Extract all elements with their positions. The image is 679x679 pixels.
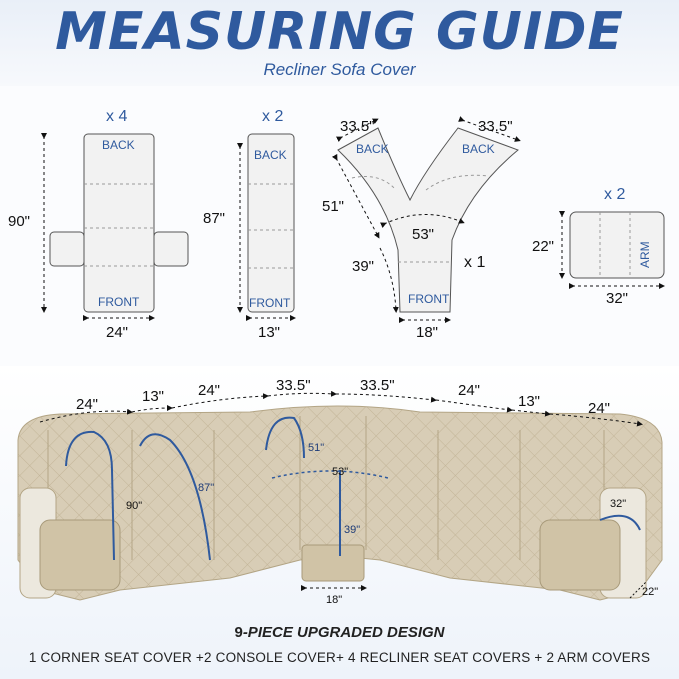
- corner-right-back-label: BACK: [462, 142, 495, 156]
- console-front-label: FRONT: [249, 296, 291, 310]
- corner-right-width-label: 33.5": [478, 118, 513, 135]
- corner-lower-side-label: 39": [352, 258, 375, 275]
- footer-list: 1 CORNER SEAT COVER +2 CONSOLE COVER+ 4 RECLINER SEAT COVERS + 2 ARM COVERS: [28, 650, 651, 665]
- console-qty: x 2: [262, 108, 284, 125]
- footer-title-text: -PIECE UPGRADED DESIGN: [242, 624, 445, 641]
- corner-width-label: 18": [416, 324, 439, 341]
- arm-label: ARM: [638, 241, 652, 268]
- sofa-width-2: 13": [142, 388, 165, 405]
- console-width-label: 13": [258, 324, 281, 341]
- sofa-label-22: 22": [642, 586, 659, 598]
- corner-left-back-label: BACK: [356, 142, 389, 156]
- sofa-label-18: 18": [326, 594, 343, 606]
- recliner-front-label: FRONT: [98, 295, 140, 309]
- recliner-back-label: BACK: [102, 138, 135, 152]
- sofa-label-32: 32": [610, 498, 627, 510]
- recliner-cover-diagram: [44, 134, 188, 318]
- sofa-width-3: 24": [198, 382, 221, 399]
- sofa-width-7: 13": [518, 393, 541, 410]
- console-back-label: BACK: [254, 148, 287, 162]
- corner-front-label: FRONT: [408, 292, 450, 306]
- sofa-illustration: [18, 393, 662, 600]
- recliner-width-label: 24": [106, 324, 129, 341]
- sofa-width-1: 24": [76, 396, 99, 413]
- sofa-label-87: 87": [198, 482, 215, 494]
- corner-left-width-label: 33.5": [340, 118, 375, 135]
- arm-height-label: 22": [532, 238, 555, 255]
- sofa-label-53: 53": [332, 466, 349, 478]
- sofa-width-5: 33.5": [360, 377, 395, 394]
- arm-qty: x 2: [604, 186, 626, 203]
- recliner-height-label: 90": [8, 213, 31, 230]
- arm-width-label: 32": [606, 290, 629, 307]
- corner-span-label: 53": [412, 226, 435, 243]
- sofa-label-90: 90": [126, 500, 143, 512]
- sofa-width-4: 33.5": [276, 377, 311, 394]
- console-height-label: 87": [203, 210, 226, 227]
- recliner-qty: x 4: [106, 108, 128, 125]
- corner-side-label: 51": [322, 198, 345, 215]
- page-subtitle: Recliner Sofa Cover: [263, 60, 416, 79]
- page-title: MEASURING GUIDE: [55, 2, 624, 62]
- sofa-width-8: 24": [588, 400, 611, 417]
- sofa-width-6: 24": [458, 382, 481, 399]
- corner-qty: x 1: [464, 254, 486, 271]
- sofa-label-39: 39": [344, 524, 361, 536]
- footer-title-number: 9: [234, 624, 243, 641]
- sofa-label-51: 51": [308, 442, 325, 454]
- footer-title: [0, 624, 679, 641]
